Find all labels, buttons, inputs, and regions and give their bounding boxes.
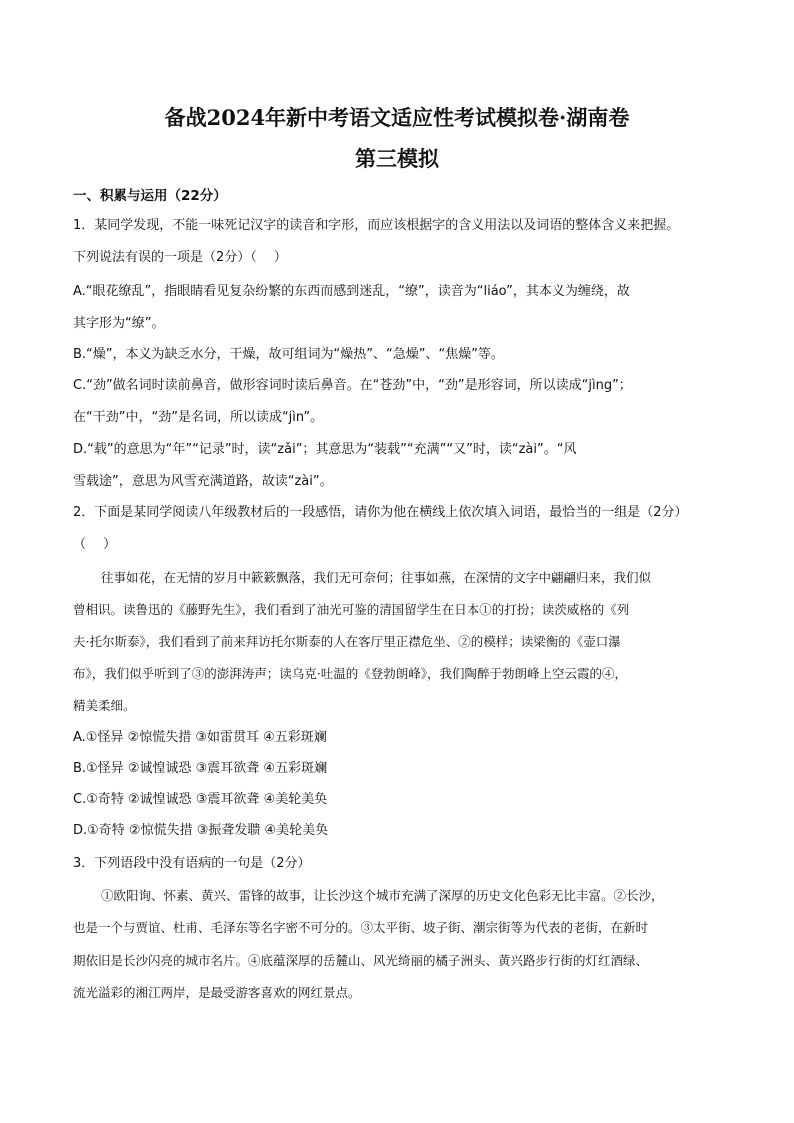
paper-title: 备战2024年新中考语文适应性考试模拟卷·湖南卷	[164, 105, 630, 130]
q1-option-d-line1: D.“载”的意思为“年”“记录”时，读“zǎi”；其意思为“装载”“充满”“又”时，读“zài”。“风	[73, 442, 577, 457]
q2-option-d: D.①奇特 ②惊慌失措 ③振聋发聩 ④美轮美奂	[73, 823, 329, 838]
q1-stem-line2: 下列说法有误的一项是（2分）（ ）	[73, 250, 287, 265]
q1-stem-line1: 1．某同学发现，不能一味死记汉字的读音和字形，而应该根据字的含义用法以及词语的整体含义来把握。	[73, 218, 680, 233]
q1-option-c-line1: C.“劲”做名词时读前鼻音，做形容词时读后鼻音。在“苍劲”中，“劲”是形容词，所以读成“jìng”；	[73, 378, 632, 393]
q2-option-c: C.①奇特 ②诚惶诚恐 ③震耳欲聋 ④美轮美奂	[73, 792, 328, 807]
q1-option-a-line2: 其字形为“缭”。	[73, 316, 165, 331]
q2-passage-line1: 往事如花，在无情的岁月中簌簌飘落，我们无可奈何；往事如燕，在深情的文字中翩翩归来，我们似	[101, 570, 652, 585]
q2-option-b: B.①怪异 ②诚惶诚恐 ③震耳欲聋 ④五彩斑斓	[73, 761, 328, 776]
q3-passage-line2: 也是一个与贾谊、杜甫、毛泽东等名字密不可分的。③太平街、坡子街、潮宗街等为代表的老街，在新时	[73, 920, 649, 935]
q2-option-a: A.①怪异 ②惊慌失措 ③如雷贯耳 ④五彩斑斓	[73, 730, 327, 745]
q2-passage-line4: 布》，我们似乎听到了③的澎湃涛声；读乌克·吐温的《登勃朗峰》，我们陶醉于勃朗峰上空云霞的④，	[73, 666, 627, 681]
section-heading: 一、积累与运用（22分）	[73, 188, 227, 204]
q2-passage-line2: 曾相识。读鲁迅的《藤野先生》，我们看到了油光可鉴的清国留学生在日本①的打扮；读茨威格的《列	[73, 602, 630, 617]
q1-option-c-line2: 在“干劲”中，“劲”是名词，所以读成“jìn”。	[73, 410, 324, 425]
q3-passage-line1: ①欧阳询、怀素、黄兴、雷锋的故事，让长沙这个城市充满了深厚的历史文化色彩无比丰富。②长沙，	[101, 888, 664, 903]
q2-passage-line5: 精美柔细。	[73, 698, 136, 713]
paper-subtitle: 第三模拟	[355, 146, 439, 171]
q2-stem-line1: 2．下面是某同学阅读八年级教材后的一段感悟，请你为他在横线上依次填入词语，最恰当的一组是（2分）	[73, 505, 688, 520]
q2-passage-line3: 夫·托尔斯泰》，我们看到了前来拜访托尔斯泰的人在客厅里正襟危坐、②的模样；读梁衡的《壶口瀑	[73, 634, 621, 649]
q1-option-d-line2: 雪载途”，意思为风雪充满道路，故读“zài”。	[73, 474, 333, 489]
q3-passage-line3: 期依旧是长沙闪亮的城市名片。④底蕴深厚的岳麓山、风光绮丽的橘子洲头、黄兴路步行街的灯红酒绿、	[73, 953, 649, 968]
q3-stem: 3．下列语段中没有语病的一句是（2分）	[73, 856, 311, 871]
q3-passage-line4: 流光溢彩的湘江两岸，是最受游客喜欢的网红景点。	[73, 985, 361, 1000]
q1-option-b: B.“燥”，本义为缺乏水分，干燥，故可组词为“燥热”、“急燥”、“焦燥”等。	[73, 347, 504, 362]
q2-stem-line2: （ ）	[73, 537, 117, 552]
q1-option-a-line1: A.“眼花缭乱”，指眼睛看见复杂纷繁的东西而感到迷乱，“缭”，读音为“liáo”，其本义为缠绕，故	[73, 284, 630, 299]
